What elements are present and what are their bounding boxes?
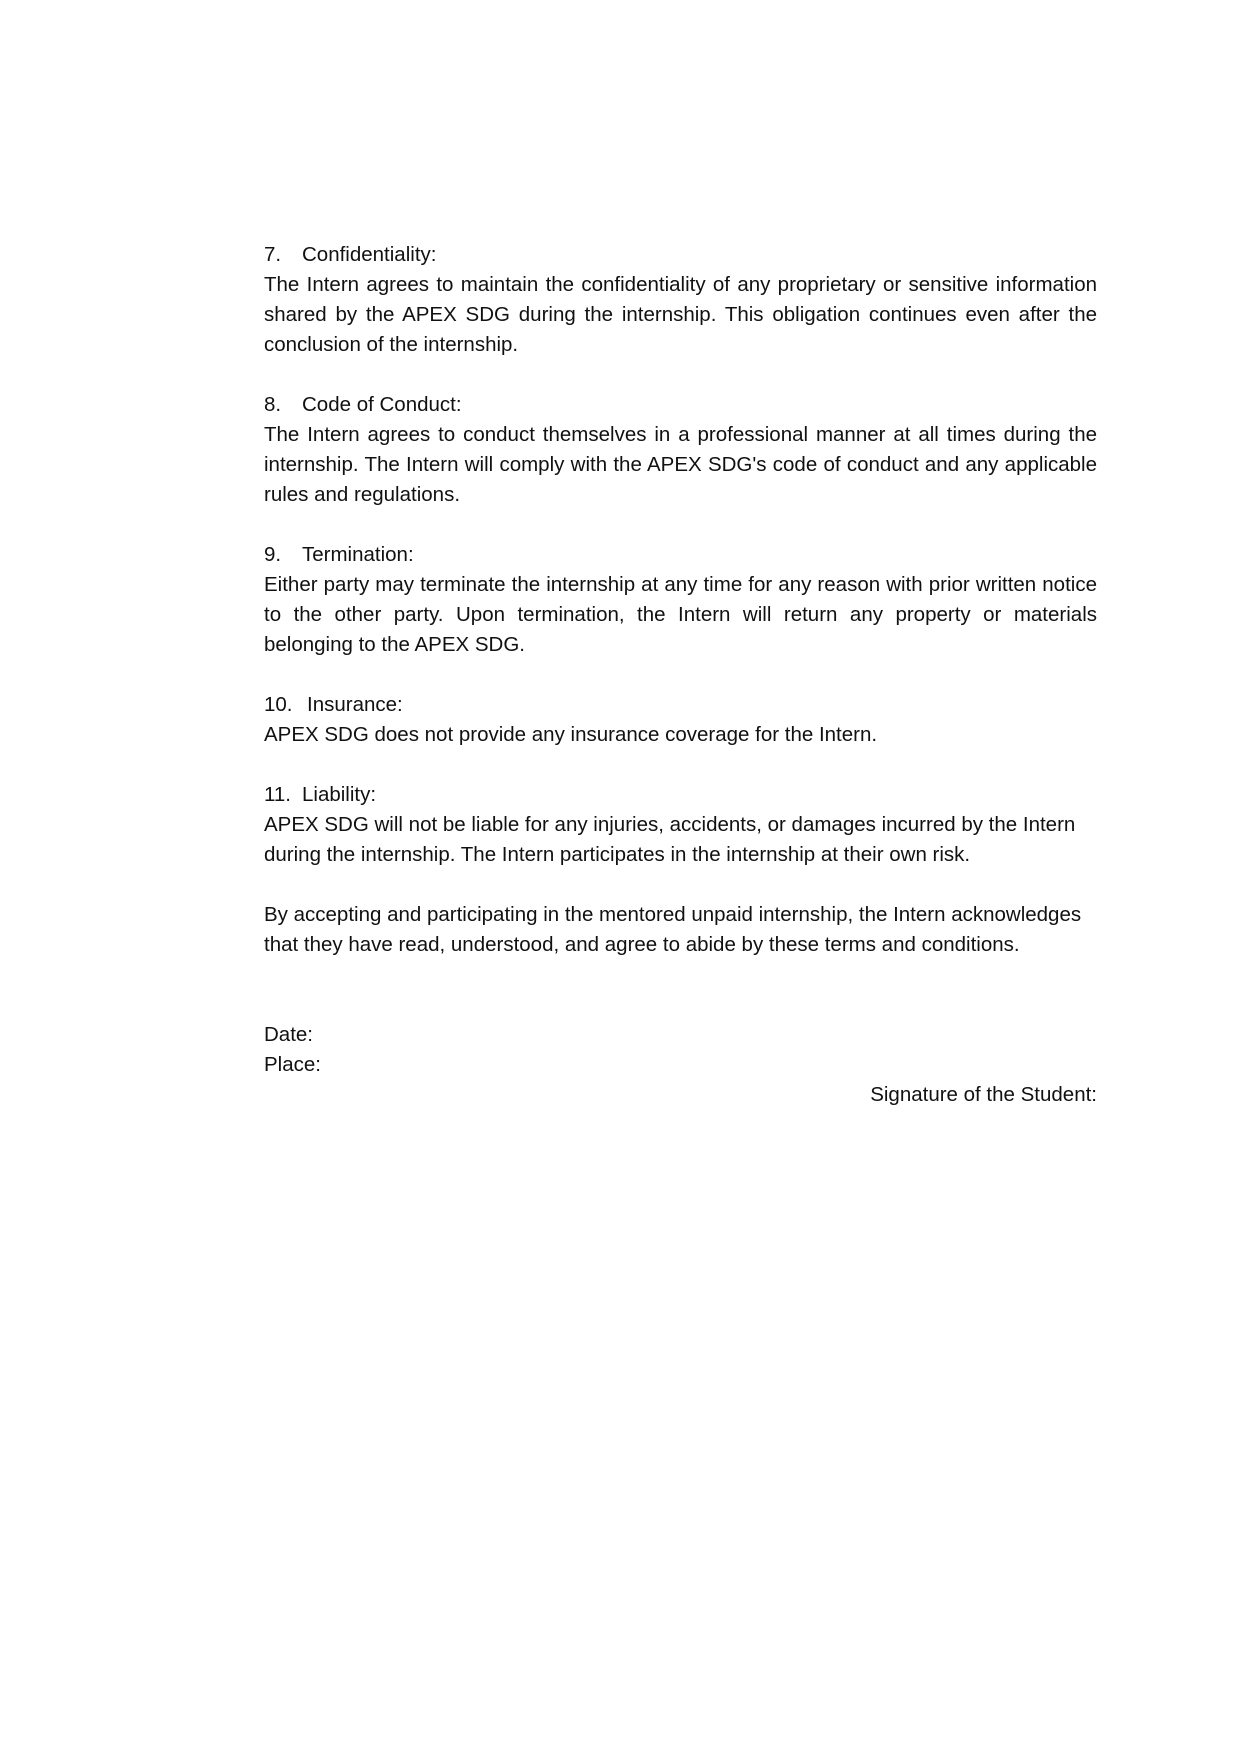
- section-insurance: [264, 690, 1097, 750]
- section-text: APEX SDG will not be liable for any injuries, accidents, or damages incurred by the Intern during the internship. The Intern participates in the internship at their own risk.: [264, 813, 1076, 866]
- closing-statement: By accepting and participating in the mentored unpaid internship, the Intern acknowledges that they have read, understood, and agree to abide by these terms and conditions.: [264, 903, 1082, 956]
- section-code-of-conduct: [264, 390, 1097, 510]
- section-title: Confidentiality:: [302, 243, 437, 266]
- section-text: Either party may terminate the internship at any time for any reason with prior written notice to the other party. Upon termination, the Intern will return any property or materials belonging to the APEX SDG.: [264, 573, 1097, 656]
- section-number: 7.: [264, 243, 282, 266]
- section-number: 11.: [264, 783, 291, 806]
- section-title: Liability:: [302, 783, 377, 806]
- section-number: 8.: [264, 393, 282, 416]
- section-heading: [264, 540, 1097, 570]
- section-heading: [264, 690, 1097, 720]
- section-heading: [264, 240, 1097, 270]
- section-text: APEX SDG does not provide any insurance coverage for the Intern.: [264, 723, 878, 746]
- section-title: Insurance:: [307, 693, 403, 716]
- section-title: Code of Conduct:: [302, 393, 462, 416]
- section-liability: [264, 780, 1097, 870]
- date-label: Date:: [264, 1023, 313, 1046]
- section-title: Termination:: [302, 543, 414, 566]
- section-confidentiality: [264, 240, 1097, 360]
- section-heading: [264, 390, 1097, 420]
- student-signature-label: Signature of the Student:: [870, 1083, 1097, 1106]
- section-text: The Intern agrees to conduct themselves in a professional manner at all times during the internship. The Intern will comply with the APEX SDG's code of conduct and any applicable rules and regulations.: [264, 423, 1097, 506]
- section-number: 9.: [264, 543, 282, 566]
- signature-block: [264, 1020, 1097, 1110]
- place-label: Place:: [264, 1053, 321, 1076]
- document-page: [264, 240, 1097, 1110]
- section-termination: [264, 540, 1097, 660]
- section-heading: [264, 780, 1097, 810]
- section-number: 10.: [264, 693, 293, 716]
- section-text: The Intern agrees to maintain the confidentiality of any proprietary or sensitive information shared by the APEX SDG during the internship. This obligation continues even after the conclusion of the internship.: [264, 273, 1097, 356]
